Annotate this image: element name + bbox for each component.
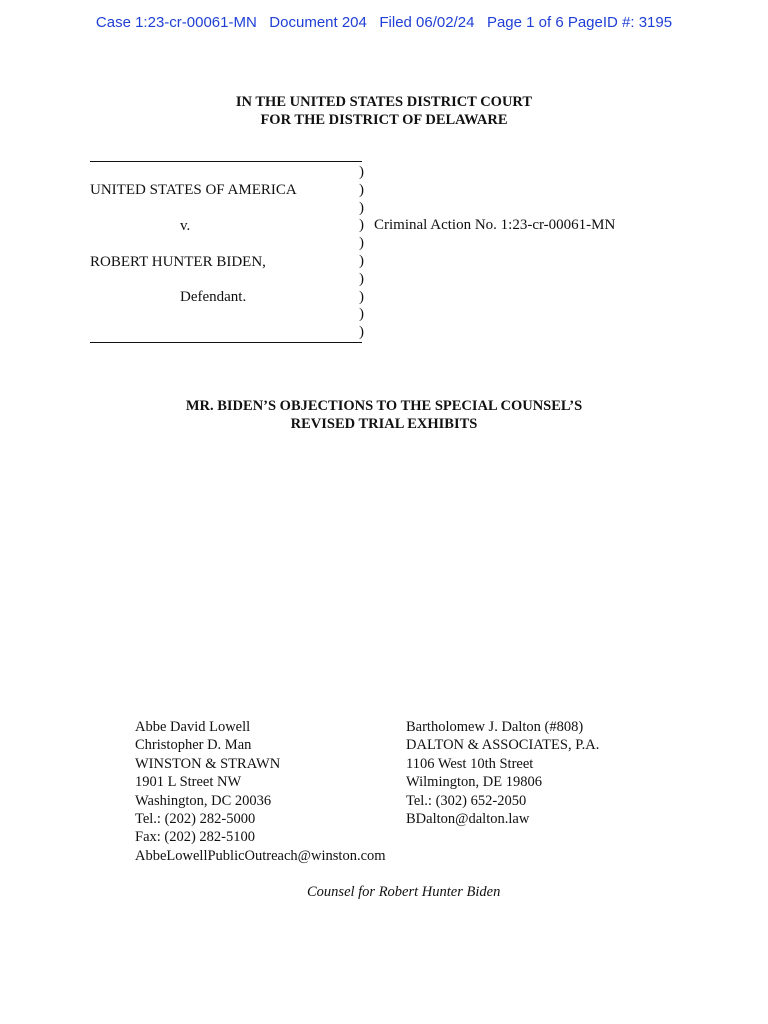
counsel-line: DALTON & ASSOCIATES, P.A. — [406, 737, 600, 754]
counsel-line: Wilmington, DE 19806 — [406, 774, 542, 791]
caption-paren-column — [359, 164, 371, 342]
counsel-line: 1106 West 10th Street — [406, 755, 534, 772]
caption-paren: ) — [359, 324, 364, 341]
caption-defendant-name: ROBERT HUNTER BIDEN, — [90, 254, 266, 270]
caption-versus: v. — [180, 218, 191, 234]
caption-paren: ) — [359, 252, 364, 269]
counsel-block-left — [135, 718, 386, 865]
document-title — [0, 397, 768, 433]
caption-paren: ) — [359, 306, 364, 323]
court-heading — [0, 93, 768, 129]
caption-paren: ) — [359, 199, 364, 216]
counsel-line: 1901 L Street NW — [135, 774, 242, 791]
counsel-line: Washington, DC 20036 — [135, 792, 272, 809]
caption-plaintiff: UNITED STATES OF AMERICA — [90, 182, 297, 198]
counsel-for-line: Counsel for Robert Hunter Biden — [307, 884, 501, 900]
caption-action-number: Criminal Action No. 1:23-cr-00061-MN — [374, 217, 616, 233]
counsel-line: Fax: (202) 282-5100 — [135, 829, 256, 846]
counsel-line: Abbe David Lowell — [135, 719, 251, 735]
document-title-line-2: REVISED TRIAL EXHIBITS — [290, 416, 478, 432]
counsel-email: AbbeLowellPublicOutreach@winston.com — [135, 847, 386, 864]
caption-paren: ) — [359, 288, 364, 305]
caption-bottom-rule — [90, 342, 362, 343]
caption-defendant-label: Defendant. — [180, 289, 247, 305]
counsel-line: Tel.: (302) 652-2050 — [406, 792, 527, 809]
ecf-header-stamp: Case 1:23-cr-00061-MN Document 204 Filed 06/02/24 Page 1 of 6 PageID #: 3195 — [95, 14, 673, 31]
counsel-block-right — [406, 718, 599, 828]
counsel-line: Tel.: (202) 282-5000 — [135, 811, 256, 828]
counsel-line: WINSTON & STRAWN — [135, 755, 281, 772]
caption-paren: ) — [359, 235, 364, 252]
document-title-line-1: MR. BIDEN’S OBJECTIONS TO THE SPECIAL COUNSEL’S — [185, 398, 583, 414]
counsel-line: Bartholomew J. Dalton (#808) — [406, 719, 584, 735]
caption-paren: ) — [359, 181, 364, 198]
court-heading-line-1: IN THE UNITED STATES DISTRICT COURT — [235, 94, 533, 110]
counsel-line: Christopher D. Man — [135, 737, 252, 754]
caption-paren: ) — [359, 217, 364, 234]
caption-paren: ) — [359, 164, 364, 180]
court-heading-line-2: FOR THE DISTRICT OF DELAWARE — [260, 112, 508, 128]
caption-paren: ) — [359, 270, 364, 287]
counsel-email: BDalton@dalton.law — [406, 811, 530, 828]
caption-top-rule — [90, 161, 362, 162]
